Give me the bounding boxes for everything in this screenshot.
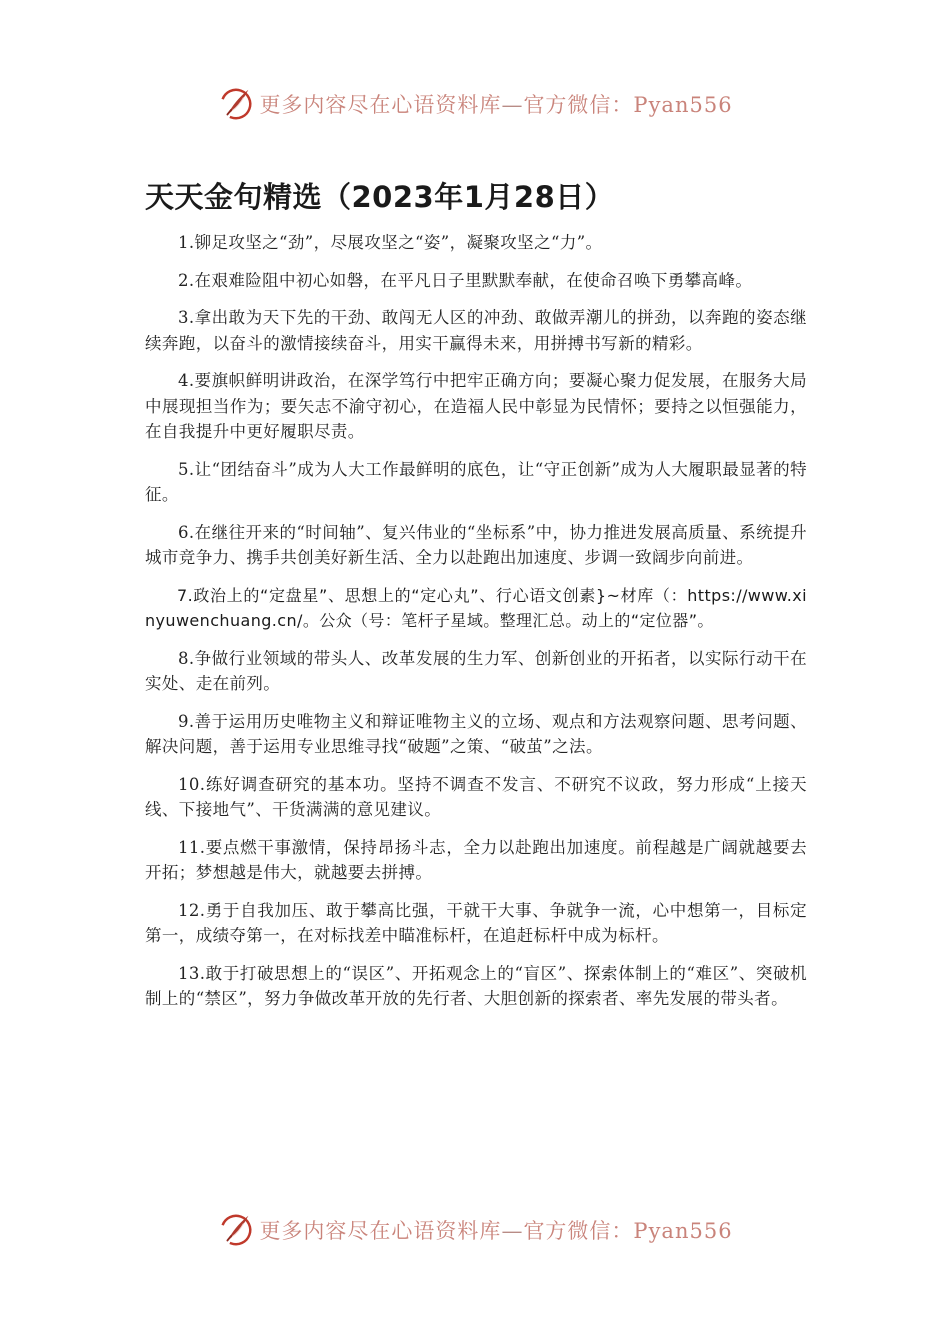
quote-paragraph-12: 12.勇于自我加压、敢于攀高比强，干就干大事、争就争一流，心中想第一，目标定第一，成绩夺第一，在对标找差中瞄准标杆，在追赶标杆中成为标杆。 bbox=[145, 900, 807, 945]
banner-site-name: 更多内容尽在心语资料库 bbox=[259, 93, 502, 117]
quill-pen-circle-icon bbox=[217, 1211, 255, 1249]
quote-paragraph-6: 6.在继往开来的“时间轴”、复兴伟业的“坐标系”中，协力推进发展高质量、系统提升城市竞争力、携手共创美好新生活、全力以赴跑出加速度、步调一致阔步向前进。 bbox=[145, 522, 807, 567]
banner-site-name: 更多内容尽在心语资料库 bbox=[259, 1219, 502, 1243]
banner-contact: 官方微信：Pyan556 bbox=[523, 1219, 733, 1243]
quill-pen-circle-icon bbox=[217, 85, 255, 123]
quote-paragraph-9: 9.善于运用历史唯物主义和辩证唯物主义的立场、观点和方法观察问题、思考问题、解决问题，善于运用专业思维寻找“破题”之策、“破茧”之法。 bbox=[145, 711, 807, 756]
banner-text bbox=[259, 1215, 732, 1245]
banner-dash: — bbox=[501, 93, 524, 117]
quote-paragraph-10: 10.练好调查研究的基本功。坚持不调查不发言、不研究不议政，努力形成“上接天线、下接地气”、干货满满的意见建议。 bbox=[145, 774, 807, 819]
document-body bbox=[145, 230, 807, 1024]
quote-paragraph-13: 13.敢于打破思想上的“误区”、开拓观念上的“盲区”、探索体制上的“难区”、突破机制上的“禁区”，努力争做改革开放的先行者、大胆创新的探索者、率先发展的带头者。 bbox=[145, 963, 807, 1008]
quote-paragraph-5: 5.让“团结奋斗”成为人大工作最鲜明的底色，让“守正创新”成为人大履职最显著的特征。 bbox=[145, 459, 807, 504]
quote-paragraph-1: 1.铆足攻坚之“劲”，尽展攻坚之“姿”，凝聚攻坚之“力”。 bbox=[178, 233, 603, 252]
quote-paragraph-7: 7.政治上的“定盘星”、思想上的“定心丸”、行心语文创素}~材库（：https://www.xinyuwenchuang.cn/。公众（号：笔杆子星域。整理汇总。动上的“定位器”。 bbox=[145, 585, 807, 630]
banner-contact: 官方微信：Pyan556 bbox=[523, 93, 733, 117]
quote-paragraph-11: 11.要点燃干事激情，保持昂扬斗志，全力以赴跑出加速度。前程越是广阔就越要去开拓；梦想越是伟大，就越要去拼搏。 bbox=[145, 837, 807, 882]
quote-paragraph-3: 3.拿出敢为天下先的干劲、敢闯无人区的冲劲、敢做弄潮儿的拼劲，以奔跑的姿态继续奔跑，以奋斗的激情接续奋斗，用实干赢得未来，用拼搏书写新的精彩。 bbox=[145, 308, 807, 353]
page-title: 天天金句精选（2023年1月28日） bbox=[145, 180, 615, 214]
header-banner bbox=[0, 80, 950, 128]
banner-text bbox=[259, 89, 732, 119]
quote-paragraph-4: 4.要旗帜鲜明讲政治，在深学笃行中把牢正确方向；要凝心聚力促发展，在服务大局中展现担当作为；要矢志不渝守初心，在造福人民中彰显为民情怀；要持之以恒强能力，在自我提升中更好履职尽责。 bbox=[145, 371, 807, 441]
banner-dash: — bbox=[501, 1219, 524, 1243]
quote-paragraph-2: 2.在艰难险阻中初心如磐，在平凡日子里默默奉献，在使命召唤下勇攀高峰。 bbox=[178, 270, 753, 290]
footer-banner bbox=[0, 1206, 950, 1254]
quote-paragraph-8: 8.争做行业领域的带头人、改革发展的生力军、创新创业的开拓者，以实际行动干在实处、走在前列。 bbox=[145, 648, 807, 693]
